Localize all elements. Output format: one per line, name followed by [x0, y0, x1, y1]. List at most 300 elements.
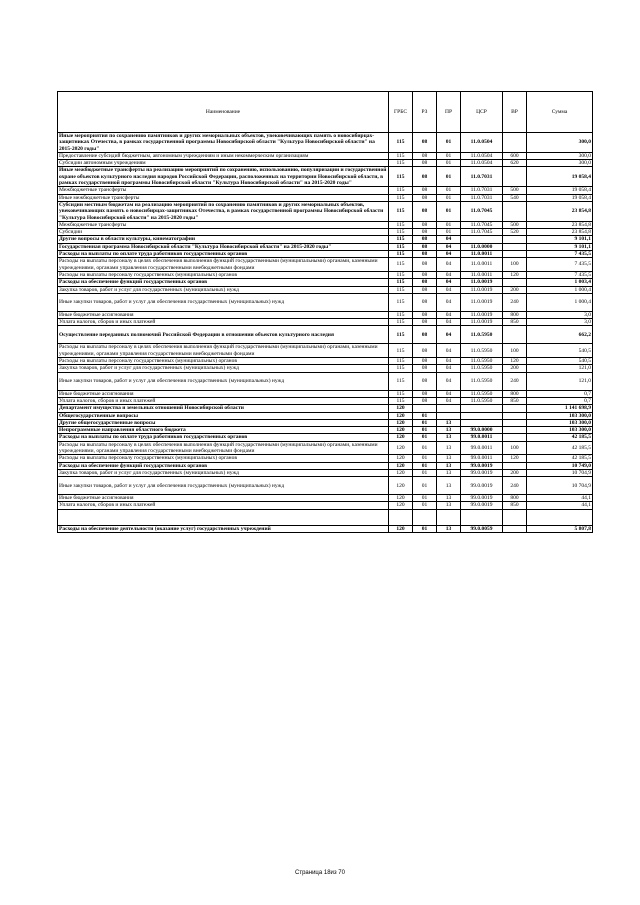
cell-name	[58, 509, 389, 525]
cell-grbs: 115	[389, 372, 413, 390]
cell-rz: 08	[413, 271, 437, 278]
table-row	[58, 502, 593, 509]
table-row	[58, 477, 593, 495]
table-row	[58, 462, 593, 469]
cell-csr: 11.0.0000	[461, 243, 503, 250]
cell-name: Иные мероприятия по сохранению памятников и других мемориальных объектов, увековечивающих память о новосибирцах-защитниках Отечества, в рамках государственной программы Новосибирской области "Культура Новосибирской области" на 2015-2020 годы"	[58, 133, 389, 153]
cell-vr: 240	[503, 293, 527, 311]
cell-csr: 99.0.0019	[461, 495, 503, 502]
cell-pr: 13	[437, 525, 461, 532]
column-header-csr: ЦСР	[461, 92, 503, 133]
cell-vr: 800	[503, 495, 527, 502]
cell-pr: 13	[437, 419, 461, 426]
cell-grbs: 115	[389, 167, 413, 187]
cell-sum: 7 435,5	[527, 258, 593, 272]
table-row	[58, 319, 593, 326]
cell-vr: 620	[503, 160, 527, 167]
cell-name: Субсидии автономным учреждениям	[58, 160, 389, 167]
cell-csr: 11.0.0504	[461, 152, 503, 159]
table-row	[58, 365, 593, 372]
cell-grbs: 120	[389, 455, 413, 462]
cell-vr	[503, 133, 527, 153]
cell-vr: 240	[503, 372, 527, 390]
cell-name: Расходы на выплаты по оплате труда работников государственных органов	[58, 251, 389, 258]
cell-pr: 01	[437, 229, 461, 236]
cell-vr: 200	[503, 365, 527, 372]
cell-csr: 11.0.7045	[461, 201, 503, 221]
cell-grbs: 120	[389, 441, 413, 455]
column-header-pr: ПР	[437, 92, 461, 133]
cell-pr	[437, 405, 461, 412]
table-row	[58, 405, 593, 412]
cell-pr: 04	[437, 326, 461, 344]
cell-csr: 11.0.0019	[461, 319, 503, 326]
cell-name: Расходы на выплаты персоналу государственных (муниципальных) органов	[58, 455, 389, 462]
cell-vr: 800	[503, 390, 527, 397]
cell-pr: 01	[437, 221, 461, 228]
cell-pr	[437, 412, 461, 419]
cell-pr: 01	[437, 167, 461, 187]
cell-name: Иные межбюджетные трансферты	[58, 194, 389, 201]
table-row	[58, 167, 593, 187]
cell-csr: 11.0.7031	[461, 194, 503, 201]
cell-name: Закупка товаров, работ и услуг для государственных (муниципальных) нужд	[58, 286, 389, 293]
table-header-row	[58, 92, 593, 133]
cell-sum: 42 185,5	[527, 434, 593, 441]
cell-csr: 11.0.5950	[461, 365, 503, 372]
cell-name: Предоставление субсидий бюджетным, автономным учреждениям и иным некоммерческим организациям	[58, 152, 389, 159]
cell-grbs: 120	[389, 419, 413, 426]
cell-name: Иные закупки товаров, работ и услуг для обеспечения государственных (муниципальных) нужд	[58, 293, 389, 311]
cell-grbs: 115	[389, 187, 413, 194]
cell-sum: 23 854,8	[527, 201, 593, 221]
table-row	[58, 258, 593, 272]
cell-grbs: 120	[389, 412, 413, 419]
cell-pr: 04	[437, 286, 461, 293]
cell-csr: 11.0.5950	[461, 372, 503, 390]
cell-name: Расходы на выплаты персоналу в целях обеспечения выполнения функций государственными (муниципальными) органами, казенными учреждениями, органами управления государственными внебюджетными фондами	[58, 441, 389, 455]
cell-csr: 11.0.5950	[461, 397, 503, 404]
cell-name: Межбюджетные трансферты	[58, 221, 389, 228]
cell-name: Расходы на выплаты по оплате труда работников государственных органов	[58, 434, 389, 441]
cell-rz: 08	[413, 365, 437, 372]
cell-sum: 1 141 698,9	[527, 405, 593, 412]
cell-csr: 11.0.7045	[461, 221, 503, 228]
cell-name: Иные межбюджетные трансферты на реализацию мероприятий по сохранению, использованию, популяризации и государственной охране объектов культурного наследия народов Российской Федерации, расположенных на территории Новосибирской области, в рамках государственной программы Новосибирской области "Культура Новосибирской области" на 2015-2020 годы"	[58, 167, 389, 187]
cell-pr: 04	[437, 397, 461, 404]
table-row	[58, 133, 593, 153]
budget-document-page	[57, 91, 592, 533]
cell-sum: 7 435,5	[527, 251, 593, 258]
cell-pr: 13	[437, 455, 461, 462]
cell-name: Иные бюджетные ассигнования	[58, 390, 389, 397]
cell-name: Иные закупки товаров, работ и услуг для обеспечения государственных (муниципальных) нужд	[58, 477, 389, 495]
table-row	[58, 187, 593, 194]
cell-csr: 99.0.0019	[461, 477, 503, 495]
cell-vr	[503, 427, 527, 434]
cell-csr: 99.0.0019	[461, 469, 503, 476]
cell-vr: 100	[503, 344, 527, 358]
cell-pr: 04	[437, 365, 461, 372]
cell-grbs: 115	[389, 160, 413, 167]
table-row	[58, 236, 593, 243]
cell-pr: 01	[437, 194, 461, 201]
cell-name: Расходы на выплаты персоналу в целях обеспечения выполнения функций государственными (муниципальными) органами, казенными учреждениями, органами управления государственными внебюджетными фондами	[58, 258, 389, 272]
table-row	[58, 279, 593, 286]
cell-name: Закупка товаров, работ и услуг для государственных (муниципальных) нужд	[58, 469, 389, 476]
cell-csr: 11.0.5950	[461, 344, 503, 358]
cell-vr	[503, 509, 527, 525]
cell-pr: 13	[437, 495, 461, 502]
table-row	[58, 286, 593, 293]
cell-sum: 121,0	[527, 372, 593, 390]
cell-pr: 04	[437, 390, 461, 397]
cell-grbs: 115	[389, 236, 413, 243]
cell-grbs: 120	[389, 495, 413, 502]
cell-pr: 13	[437, 434, 461, 441]
cell-grbs: 115	[389, 365, 413, 372]
cell-name: Иные бюджетные ассигнования	[58, 311, 389, 318]
page-number: Страница 18из 70	[295, 870, 345, 876]
cell-sum: 1 000,4	[527, 293, 593, 311]
cell-pr: 01	[437, 152, 461, 159]
cell-name: Другие общегосударственные вопросы	[58, 419, 389, 426]
cell-sum: 10 749,0	[527, 462, 593, 469]
cell-sum: 1 003,4	[527, 279, 593, 286]
cell-rz: 08	[413, 236, 437, 243]
column-header-rz: РЗ	[413, 92, 437, 133]
cell-name: Расходы на обеспечение функций государственных органов	[58, 279, 389, 286]
cell-name: Уплата налогов, сборов и иных платежей	[58, 319, 389, 326]
cell-grbs: 115	[389, 229, 413, 236]
cell-grbs: 120	[389, 462, 413, 469]
cell-rz: 08	[413, 167, 437, 187]
table-row	[58, 419, 593, 426]
cell-sum: 5 807,8	[527, 525, 593, 532]
cell-pr: 04	[437, 311, 461, 318]
cell-csr	[461, 236, 503, 243]
cell-grbs: 115	[389, 326, 413, 344]
cell-vr	[503, 434, 527, 441]
cell-vr: 800	[503, 311, 527, 318]
table-row	[58, 251, 593, 258]
cell-pr	[437, 509, 461, 525]
cell-rz: 08	[413, 372, 437, 390]
cell-vr: 500	[503, 221, 527, 228]
cell-vr: 500	[503, 187, 527, 194]
cell-vr	[503, 167, 527, 187]
cell-sum: 121,0	[527, 365, 593, 372]
cell-grbs: 120	[389, 405, 413, 412]
cell-name: Общегосударственные вопросы	[58, 412, 389, 419]
cell-csr: 11.0.7031	[461, 167, 503, 187]
cell-sum: 103 300,0	[527, 419, 593, 426]
column-header-sum: Сумма	[527, 92, 593, 133]
cell-grbs: 115	[389, 397, 413, 404]
cell-csr: 99.0.0011	[461, 441, 503, 455]
cell-grbs: 115	[389, 133, 413, 153]
cell-sum: 42 185,5	[527, 455, 593, 462]
cell-sum: 7 435,5	[527, 271, 593, 278]
cell-csr: 11.0.5950	[461, 390, 503, 397]
cell-rz: 01	[413, 477, 437, 495]
cell-sum: 103 300,0	[527, 412, 593, 419]
cell-sum: 300,0	[527, 133, 593, 153]
cell-rz	[413, 405, 437, 412]
cell-sum: 42 185,5	[527, 441, 593, 455]
cell-pr: 04	[437, 344, 461, 358]
cell-rz: 08	[413, 187, 437, 194]
cell-grbs: 115	[389, 194, 413, 201]
cell-vr: 850	[503, 319, 527, 326]
table-row	[58, 194, 593, 201]
cell-grbs: 120	[389, 434, 413, 441]
cell-sum: 44,1	[527, 502, 593, 509]
cell-vr: 240	[503, 477, 527, 495]
table-row	[58, 455, 593, 462]
cell-rz: 08	[413, 229, 437, 236]
cell-pr: 13	[437, 469, 461, 476]
cell-grbs: 120	[389, 427, 413, 434]
cell-vr	[503, 405, 527, 412]
cell-rz: 01	[413, 427, 437, 434]
cell-rz: 01	[413, 525, 437, 532]
cell-pr: 04	[437, 258, 461, 272]
cell-csr: 11.0.7031	[461, 187, 503, 194]
cell-vr	[503, 236, 527, 243]
cell-csr: 99.0.0019	[461, 462, 503, 469]
cell-grbs: 115	[389, 358, 413, 365]
cell-rz: 08	[413, 397, 437, 404]
cell-pr: 13	[437, 462, 461, 469]
cell-rz: 08	[413, 243, 437, 250]
cell-name: Расходы на выплаты персоналу государственных (муниципальных) органов	[58, 271, 389, 278]
cell-csr: 99.0.0000	[461, 427, 503, 434]
cell-csr: 11.0.0019	[461, 293, 503, 311]
cell-sum: 44,1	[527, 495, 593, 502]
cell-rz: 08	[413, 293, 437, 311]
table-row	[58, 293, 593, 311]
table-row	[58, 441, 593, 455]
cell-pr: 04	[437, 293, 461, 311]
cell-csr: 11.0.0504	[461, 160, 503, 167]
cell-rz: 01	[413, 495, 437, 502]
cell-sum: 540,5	[527, 344, 593, 358]
cell-pr: 04	[437, 271, 461, 278]
table-row	[58, 509, 593, 525]
cell-pr: 13	[437, 441, 461, 455]
cell-csr: 11.0.0011	[461, 251, 503, 258]
cell-csr: 11.0.0011	[461, 258, 503, 272]
table-row	[58, 271, 593, 278]
cell-pr: 04	[437, 279, 461, 286]
cell-vr	[503, 419, 527, 426]
cell-name: Субсидии	[58, 229, 389, 236]
cell-rz: 08	[413, 311, 437, 318]
cell-rz: 01	[413, 502, 437, 509]
cell-pr: 01	[437, 160, 461, 167]
cell-name: Непрограммные направления областного бюджета	[58, 427, 389, 434]
cell-rz: 08	[413, 251, 437, 258]
table-row	[58, 152, 593, 159]
cell-csr	[461, 412, 503, 419]
table-row	[58, 397, 593, 404]
cell-name: Иные бюджетные ассигнования	[58, 495, 389, 502]
cell-vr: 540	[503, 194, 527, 201]
cell-rz: 01	[413, 469, 437, 476]
cell-vr	[503, 279, 527, 286]
cell-pr: 04	[437, 372, 461, 390]
cell-vr	[503, 326, 527, 344]
cell-name: Иные закупки товаров, работ и услуг для обеспечения государственных (муниципальных) нужд	[58, 372, 389, 390]
cell-pr: 13	[437, 477, 461, 495]
cell-sum: 19 058,4	[527, 167, 593, 187]
cell-rz: 08	[413, 258, 437, 272]
cell-grbs: 115	[389, 271, 413, 278]
cell-rz: 01	[413, 419, 437, 426]
cell-rz: 08	[413, 152, 437, 159]
cell-rz: 08	[413, 358, 437, 365]
cell-csr: 11.0.0019	[461, 279, 503, 286]
cell-vr: 100	[503, 258, 527, 272]
cell-rz: 08	[413, 160, 437, 167]
cell-grbs: 115	[389, 311, 413, 318]
cell-rz: 01	[413, 434, 437, 441]
cell-grbs: 115	[389, 152, 413, 159]
cell-sum: 300,0	[527, 160, 593, 167]
cell-sum: 9 101,1	[527, 236, 593, 243]
cell-grbs: 115	[389, 286, 413, 293]
cell-sum: 103 300,0	[527, 427, 593, 434]
budget-table	[57, 91, 593, 533]
cell-grbs: 115	[389, 243, 413, 250]
cell-grbs	[389, 509, 413, 525]
table-row	[58, 243, 593, 250]
cell-grbs: 120	[389, 477, 413, 495]
cell-rz: 08	[413, 279, 437, 286]
table-row	[58, 525, 593, 532]
cell-csr: 11.0.5950	[461, 326, 503, 344]
cell-sum: 0,7	[527, 390, 593, 397]
cell-csr	[461, 419, 503, 426]
cell-pr: 13	[437, 427, 461, 434]
cell-rz: 01	[413, 462, 437, 469]
cell-vr: 100	[503, 441, 527, 455]
cell-pr: 04	[437, 358, 461, 365]
cell-csr: 99.0.0011	[461, 455, 503, 462]
cell-grbs: 115	[389, 319, 413, 326]
cell-csr: 11.0.0504	[461, 133, 503, 153]
cell-sum: 662,2	[527, 326, 593, 344]
cell-name: Расходы на выплаты персоналу в целях обеспечения выполнения функций государственными (муниципальными) органами, казенными учреждениями, органами управления государственными внебюджетными фондами	[58, 344, 389, 358]
cell-vr	[503, 201, 527, 221]
cell-sum: 540,5	[527, 358, 593, 365]
table-row	[58, 221, 593, 228]
table-row	[58, 358, 593, 365]
cell-name: Закупка товаров, работ и услуг для государственных (муниципальных) нужд	[58, 365, 389, 372]
cell-name: Государственная программа Новосибирской области "Культура Новосибирской области" на 2015-2020 годы"	[58, 243, 389, 250]
cell-pr: 04	[437, 251, 461, 258]
cell-grbs: 120	[389, 502, 413, 509]
cell-vr: 600	[503, 152, 527, 159]
table-row	[58, 160, 593, 167]
table-row	[58, 201, 593, 221]
cell-rz: 08	[413, 201, 437, 221]
cell-vr	[503, 243, 527, 250]
cell-sum: 300,0	[527, 152, 593, 159]
table-row	[58, 390, 593, 397]
table-body	[58, 133, 593, 533]
cell-rz: 08	[413, 326, 437, 344]
cell-sum: 1 000,4	[527, 286, 593, 293]
table-row	[58, 427, 593, 434]
cell-csr	[461, 405, 503, 412]
cell-rz: 08	[413, 390, 437, 397]
cell-rz: 01	[413, 455, 437, 462]
cell-pr: 04	[437, 243, 461, 250]
cell-rz: 01	[413, 441, 437, 455]
cell-name: Расходы на выплаты персоналу государственных (муниципальных) органов	[58, 358, 389, 365]
cell-grbs: 120	[389, 469, 413, 476]
cell-grbs: 115	[389, 293, 413, 311]
cell-vr	[503, 251, 527, 258]
table-row	[58, 469, 593, 476]
cell-vr: 120	[503, 455, 527, 462]
cell-name: Другие вопросы в области культуры, кинематографии	[58, 236, 389, 243]
cell-name: Департамент имущества и земельных отношений Новосибирской области	[58, 405, 389, 412]
cell-pr: 04	[437, 319, 461, 326]
cell-pr: 13	[437, 502, 461, 509]
cell-csr: 11.0.0019	[461, 286, 503, 293]
cell-sum: 10 704,9	[527, 477, 593, 495]
cell-csr: 99.0.0059	[461, 525, 503, 532]
cell-name: Межбюджетные трансферты	[58, 187, 389, 194]
cell-sum: 19 058,4	[527, 194, 593, 201]
cell-sum	[527, 509, 593, 525]
cell-vr	[503, 462, 527, 469]
cell-grbs: 115	[389, 201, 413, 221]
table-row	[58, 412, 593, 419]
cell-rz: 08	[413, 344, 437, 358]
cell-csr: 11.0.5950	[461, 358, 503, 365]
cell-grbs: 115	[389, 279, 413, 286]
table-row	[58, 434, 593, 441]
cell-sum: 0,7	[527, 397, 593, 404]
cell-pr: 01	[437, 201, 461, 221]
cell-name: Расходы на обеспечение функций государственных органов	[58, 462, 389, 469]
cell-csr: 99.0.0019	[461, 502, 503, 509]
cell-rz: 08	[413, 221, 437, 228]
cell-rz: 08	[413, 319, 437, 326]
cell-grbs: 120	[389, 525, 413, 532]
cell-csr: 11.0.0011	[461, 271, 503, 278]
cell-vr: 120	[503, 358, 527, 365]
cell-pr: 04	[437, 236, 461, 243]
cell-rz: 08	[413, 194, 437, 201]
cell-rz: 01	[413, 412, 437, 419]
cell-vr	[503, 412, 527, 419]
cell-grbs: 115	[389, 221, 413, 228]
cell-grbs: 115	[389, 390, 413, 397]
cell-sum: 23 854,8	[527, 229, 593, 236]
cell-vr: 520	[503, 229, 527, 236]
cell-name: Осуществление переданных полномочий Российской Федерации в отношении объектов культурного наследия	[58, 326, 389, 344]
cell-sum: 19 058,4	[527, 187, 593, 194]
cell-csr: 11.0.7045	[461, 229, 503, 236]
table-row	[58, 229, 593, 236]
table-row	[58, 311, 593, 318]
cell-csr: 11.0.0019	[461, 311, 503, 318]
